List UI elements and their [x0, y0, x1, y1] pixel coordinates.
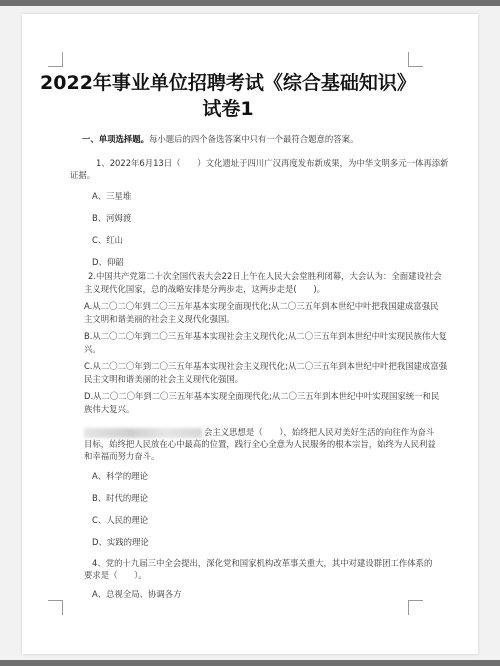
q1-line-2: 证据。 — [70, 170, 96, 180]
section-label: 一、单项选择题。 — [82, 134, 149, 144]
q3-line-2: 目标，始终把人民放在心中最高的位置，践行全心全意为人民服务的根本宗旨，始终为人民利益 — [84, 439, 436, 449]
q4-line-2: 要求是（ ）。 — [84, 570, 147, 580]
q1-option-c: C、红山 — [92, 235, 123, 245]
crop-mark-top-left — [48, 52, 63, 67]
q1-option-b: B、河姆渡 — [92, 213, 132, 223]
q2-line-2: 主义现代化国家，总的战略安排是分两步走，这两步走是( )。 — [84, 284, 326, 294]
obscured-text-region — [84, 428, 202, 438]
crop-mark-top-right — [408, 52, 423, 67]
q4-line-1: 4、党的十九届三中全会提出，深化党和国家机构改革事关重大，其中对建设群团工作体系的 — [92, 558, 433, 568]
q1-line-1: 1、2022年6月13日（ ）文化遗址于四川广汉再度发布新成果，为中华文明多元一体再添新 — [96, 158, 449, 168]
q2-option-a-line-1: A.从二〇二〇年到二〇三五年基本实现全面现代化;从二〇三五年到本世纪中叶把我国建成富强民 — [84, 301, 439, 311]
q3-option-b: B、时代的理论 — [92, 493, 148, 503]
q2-option-d-line-1: D.从二〇二〇年到二〇三五年基本实现全面现代化;从二〇三五年到本世纪中叶实现国家统一和民 — [84, 391, 440, 401]
q3-option-d: D、实践的理论 — [92, 537, 149, 547]
q4-option-a: A、总视全局、协调各方 — [92, 589, 182, 599]
q3-line-3: 和幸福而努力奋斗。 — [84, 451, 160, 461]
crop-mark-bottom-left — [48, 600, 63, 615]
q2-option-c-line-1: C.从二〇二〇年到二〇三五年基本实现社会主义现代化;从二〇三五年到本世纪中叶把我国建成富强 — [84, 361, 448, 371]
q2-option-d-line-2: 族伟大复兴。 — [84, 404, 135, 414]
q2-option-b-line-1: B.从二〇二〇年到二〇三五年基本实现社会主义现代化;从二〇三五年到本世纪中叶实现民族伟大复 — [84, 331, 447, 341]
document-subtitle: 试卷1 — [202, 98, 254, 120]
document-title: 2022年事业单位招聘考试《综合基础知识》 — [40, 72, 416, 94]
q3-option-c: C、人民的理论 — [92, 515, 149, 525]
q3-option-a: A、科学的理论 — [92, 471, 148, 481]
q2-line-1: 2.中国共产党第二十次全国代表大会22日上午在人民大会堂胜利闭幕，大会认为：全面建设社会 — [88, 271, 442, 281]
top-edge-bar — [0, 0, 500, 6]
q3-line-1 — [84, 426, 444, 438]
q2-option-c-line-2: 民主文明和谐美丽的社会主义现代化强国。 — [84, 374, 244, 384]
q1-option-a: A、三星堆 — [92, 191, 132, 201]
bottom-edge-bar — [0, 660, 500, 666]
q3-line-1-text: 会主义思想是（ ），始终把人民对美好生活的向往作为奋斗 — [204, 427, 435, 437]
crop-mark-bottom-right — [408, 600, 423, 615]
section-instruction: 每小题后的四个备选答案中只有一个最符合题意的答案。 — [149, 134, 359, 144]
section-heading — [82, 133, 442, 145]
q2-option-b-line-2: 兴。 — [84, 344, 101, 354]
q1-option-d: D、仰韶 — [92, 257, 124, 267]
q2-option-a-line-2: 主文明和谐美丽的社会主义现代化强国。 — [84, 314, 235, 324]
